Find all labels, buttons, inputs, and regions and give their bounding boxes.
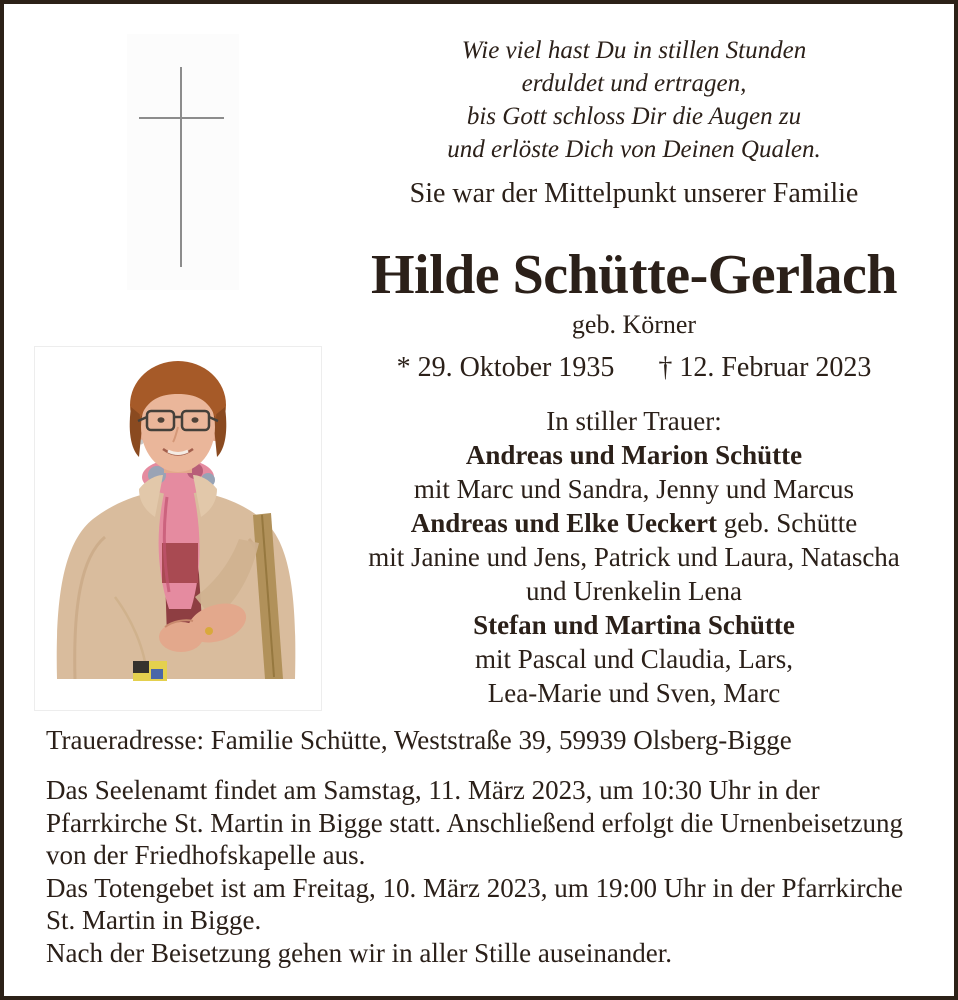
mourning-intro: In stiller Trauer: <box>546 406 722 436</box>
mourner-line: Andreas und Marion Schütte <box>465 440 803 470</box>
mourner-line: Stefan und Martina Schütte <box>473 610 795 640</box>
poem-line: und erlöste Dich von Deinen Qualen. <box>447 136 821 163</box>
memorial-poem <box>324 34 944 166</box>
service-line: Pfarrkirche St. Martin in Bigge statt. Anschließend erfolgt die Urnenbeisetzung <box>46 807 904 838</box>
service-line: Das Totengebet ist am Freitag, 10. März 2023, um 19:00 Uhr in der Pfarrkirche <box>46 872 903 903</box>
birth-date: * 29. Oktober 1935 <box>396 352 615 383</box>
death-date: † 12. Februar 2023 <box>658 352 872 383</box>
notice-text-column <box>324 34 944 710</box>
portrait-illustration <box>35 347 321 710</box>
mourning-address: Traueradresse: Familie Schütte, Weststraße 39, 59939 Olsberg-Bigge <box>46 725 792 755</box>
maiden-name: geb. Körner <box>571 310 697 339</box>
poem-line: erduldet und ertragen, <box>521 70 747 97</box>
service-line: Das Seelenamt findet am Samstag, 11. März 2023, um 10:30 Uhr in der <box>46 775 820 805</box>
paragraph-gap <box>46 757 936 774</box>
latin-cross-graphic <box>127 34 239 290</box>
life-dates <box>324 353 944 383</box>
mourner-line: mit Janine und Jens, Patrick und Laura, Natascha <box>368 542 900 572</box>
mourner-line: mit Marc und Sandra, Jenny und Marcus <box>413 474 855 504</box>
service-line: St. Martin in Bigge. <box>46 905 262 935</box>
memorial-cross-icon <box>127 34 239 290</box>
mourner-line: mit Pascal und Claudia, Lars, <box>475 644 793 674</box>
deceased-name: Hilde Schütte-Gerlach <box>370 244 898 306</box>
portrait-photo <box>34 346 322 711</box>
poem-line: Wie viel hast Du in stillen Stunden <box>461 37 807 64</box>
service-line: von der Friedhofskapelle aus. <box>46 840 366 870</box>
mourner-line: Andreas und Elke Ueckert geb. Schütte <box>410 508 858 538</box>
poem-line: bis Gott schloss Dir die Augen zu <box>466 103 802 130</box>
service-line: Nach der Beisetzung gehen wir in aller Stille auseinander. <box>46 937 673 968</box>
mourner-line: Lea-Marie und Sven, Marc <box>487 678 781 708</box>
arrangements-block <box>46 724 936 969</box>
mourners-list <box>324 438 944 710</box>
mourner-line: und Urenkelin Lena <box>526 576 742 606</box>
family-motto: Sie war der Mittelpunkt unserer Familie <box>409 178 859 209</box>
service-details <box>46 774 936 969</box>
